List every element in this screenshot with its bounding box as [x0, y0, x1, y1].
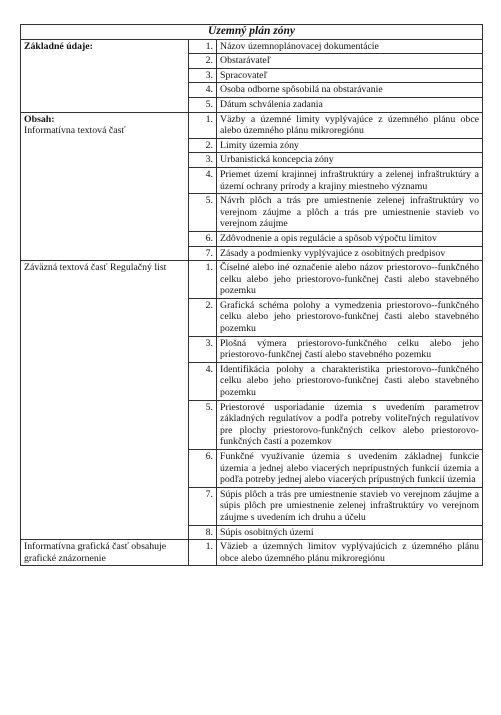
item-number: 6. [189, 450, 217, 488]
section-subheading: Záväzná textová časť Regulačný list [24, 262, 167, 274]
item-number: 5. [189, 400, 217, 449]
item-number: 5. [189, 194, 217, 232]
table-row [21, 39, 483, 54]
item-number: 3. [189, 68, 217, 83]
item-number: 4. [189, 167, 217, 193]
item-text: Plošná výmera priestorovo-funkčného celku alebo jeho priestorovo-funkčnej časti alebo stavebného pozemku [217, 336, 483, 362]
item-text: Urbanistická koncepcia zóny [217, 153, 483, 168]
item-text: Osoba odborne spôsobilá na obstarávanie [217, 83, 483, 98]
item-number: 7. [189, 246, 217, 261]
item-text: Grafická schéma polohy a vymedzenia priestorovo--funkčného celku alebo jeho priestorovo-funkčnej časti alebo stavebného pozemku [217, 298, 483, 336]
item-text: Číselné alebo iné označenie alebo názov priestorovo--funkčného celku alebo jeho priestorovo-funkčnej časti alebo stavebného pozemku [217, 261, 483, 299]
item-text: Zásady a podmienky vyplývajúce z osobitných predpisov [217, 246, 483, 261]
section-heading: Obsah: [24, 113, 55, 125]
section-heading: Základné údaje: [24, 40, 93, 52]
item-text: Priestorové usporiadanie územia s uvedením parametrov základných regulatívov a podľa potreby voliteľných regulatívov pre plochy priestorovo-funkčných celkov alebo priestorovo-funkčných častí a pozemkov [217, 400, 483, 449]
item-number: 1. [189, 540, 217, 566]
item-number: 2. [189, 138, 217, 153]
item-text: Návrh plôch a trás pre umiestnenie zelenej infraštruktúry vo verejnom záujme a plôch a trás pre umiestnenie stavieb vo verejnom záujme [217, 194, 483, 232]
table-row [21, 261, 483, 299]
item-number: 2. [189, 298, 217, 336]
item-number: 6. [189, 231, 217, 246]
item-text: Spracovateľ [217, 68, 483, 83]
item-text: Väzby a územné limity vyplývajúce z územného plánu obce alebo územného plánu mikroregiónu [217, 112, 483, 138]
table-title: Územný plán zóny [21, 25, 483, 40]
item-text: Väzieb a územných limitov vyplývajúcich z územného plánu obce alebo územného plánu mikroregiónu [217, 540, 483, 566]
item-number: 1. [189, 261, 217, 299]
title-row [21, 25, 483, 40]
zone-plan-table [20, 24, 483, 566]
item-number: 4. [189, 83, 217, 98]
section-subheading: Informatívna grafická časť obsahuje grafické znázornenie [24, 541, 167, 564]
item-text: Názov územnoplánovacej dokumentácie [217, 39, 483, 54]
table-row [21, 540, 483, 566]
item-text: Súpis osobitných území [217, 525, 483, 540]
section-subheading: Informatívna textová časť [24, 125, 126, 137]
item-number: 3. [189, 153, 217, 168]
section-label-cell [21, 261, 189, 540]
item-text: Súpis plôch a trás pre umiestnenie stavieb vo verejnom záujme a súpis plôch pre umiestnenie zelenej infraštruktúry vo verejnom záujme s uvedením ich druhu a účelu [217, 487, 483, 525]
item-text: Identifikácia polohy a charakteristika priestorovo--funkčného celku alebo jeho priestorovo-funkčnej časti alebo stavebného pozemku [217, 362, 483, 400]
item-number: 7. [189, 487, 217, 525]
item-number: 2. [189, 54, 217, 69]
section-label-cell [21, 39, 189, 112]
item-number: 4. [189, 362, 217, 400]
item-number: 5. [189, 97, 217, 112]
item-text: Limity územia zóny [217, 138, 483, 153]
section-label-cell [21, 540, 189, 566]
item-text: Obstarávateľ [217, 54, 483, 69]
item-number: 1. [189, 39, 217, 54]
item-text: Priemet území krajinnej infraštruktúry a zelenej infraštruktúry a území ochrany prírody a krajiny miestneho významu [217, 167, 483, 193]
item-text: Zdôvodnenie a opis regulácie a spôsob výpočtu limitov [217, 231, 483, 246]
section-label-cell [21, 112, 189, 261]
item-text: Funkčné využívanie územia s uvedením základnej funkcie územia a jednej alebo viacerých neprípustných funkcií územia a podľa potreby jednej alebo viacerých prípustných funkcií územia [217, 450, 483, 488]
item-text: Dátum schválenia zadania [217, 97, 483, 112]
item-number: 3. [189, 336, 217, 362]
item-number: 8. [189, 525, 217, 540]
item-number: 1. [189, 112, 217, 138]
table-row [21, 112, 483, 138]
